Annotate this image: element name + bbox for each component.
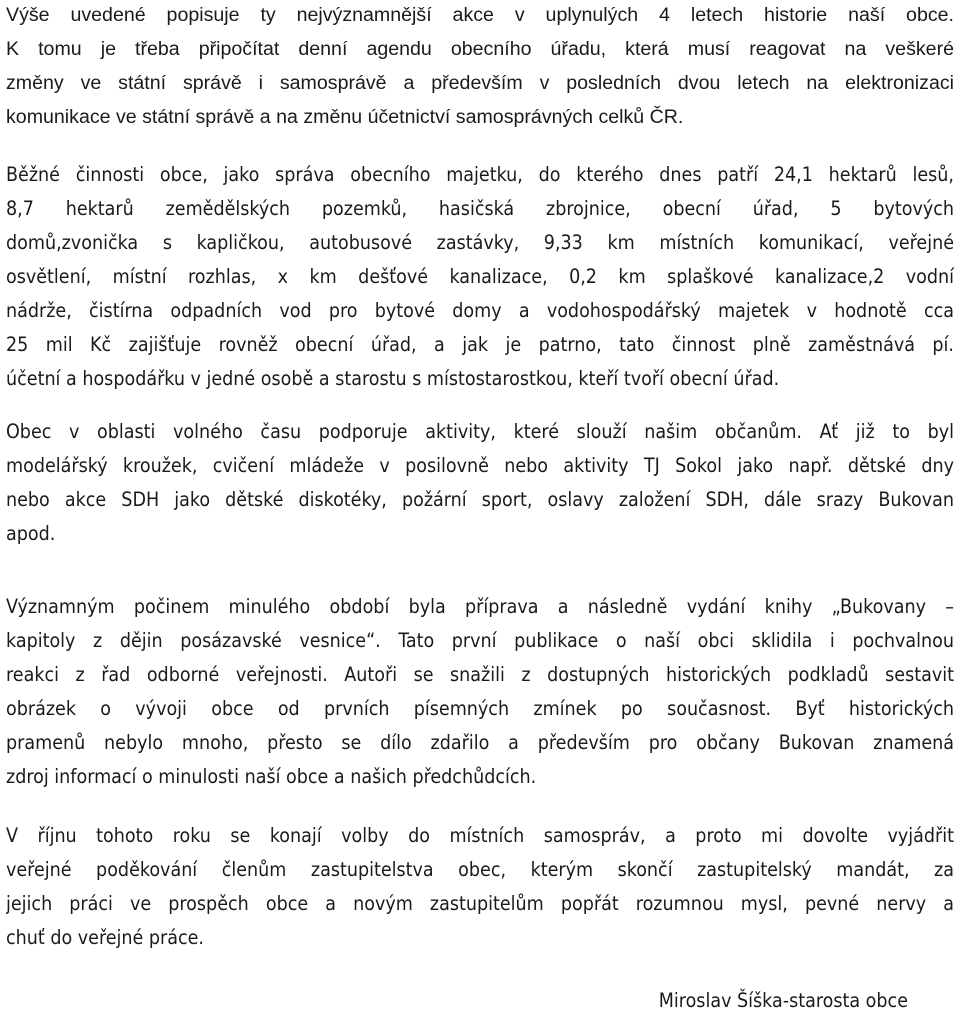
text-line: Významným počinem minulého období byla příprava a následně vydání knihy „Bukovany – [6, 595, 954, 618]
text-line: domů,zvonička s kapličkou, autobusové zastávky, 9,33 km místních komunikací, veřejné [6, 231, 954, 254]
text-line: veřejné poděkování členům zastupitelstva obec, kterým skončí zastupitelský mandát, za [6, 858, 954, 881]
text-line: zdroj informací o minulosti naší obce a našich předchůdcích. [6, 765, 537, 788]
text-line: chuť do veřejné práce. [6, 926, 204, 949]
text-line: modelářský kroužek, cvičení mládeže v posilovně nebo aktivity TJ Sokol jako např. dětské dny [6, 454, 954, 477]
text-line: účetní a hospodářku v jedné osobě a starostu s místostarostkou, kteří tvoří obecní úřad. [6, 367, 780, 390]
text-line: Výše uvedené popisuje ty nejvýznamnější akce v uplynulých 4 letech historie naší obce. [6, 4, 954, 26]
text-line: V říjnu tohoto roku se konají volby do místních samospráv, a proto mi dovolte vyjádřit [6, 824, 954, 847]
text-line: 25 mil Kč zajišťuje rovněž obecní úřad, a jak je patrno, tato činnost plně zaměstnává pí. [6, 333, 954, 356]
text-line: Běžné činnosti obce, jako správa obecního majetku, do kterého dnes patří 24,1 hektarů lesů, [6, 163, 954, 186]
text-line: nebo akce SDH jako dětské diskotéky, požární sport, oslavy založení SDH, dále srazy Bukovan [6, 488, 954, 511]
text-line: 8,7 hektarů zemědělských pozemků, hasičská zbrojnice, obecní úřad, 5 bytových [6, 197, 954, 220]
text-line: jejich práci ve prospěch obce a novým zastupitelům popřát rozumnou mysl, pevné nervy a [6, 892, 954, 915]
text-line: komunikace ve státní správě a na změnu účetnictví samosprávných celků ČR. [6, 106, 684, 128]
text-line: změny ve státní správě i samosprávě a především v posledních dvou letech na elektronizaci [6, 72, 954, 94]
text-line: K tomu je třeba připočítat denní agendu obecního úřadu, která musí reagovat na veškeré [6, 38, 954, 60]
text-line: osvětlení, místní rozhlas, x km dešťové kanalizace, 0,2 km splaškové kanalizace,2 vodní [6, 265, 954, 288]
text-line: Obec v oblasti volného času podporuje aktivity, které slouží našim občanům. Ať již to byl [6, 420, 954, 443]
text-line: nádrže, čistírna odpadních vod pro bytové domy a vodohospodářský majetek v hodnotě cca [6, 299, 954, 322]
signature: Miroslav Šíška-starosta obce [658, 989, 908, 1012]
text-line: kapitoly z dějin posázavské vesnice“. Tato první publikace o naší obci sklidila i pochvalnou [6, 629, 954, 652]
text-line: reakci z řad odborné veřejnosti. Autoři se snažili z dostupných historických podkladů sestavit [6, 663, 954, 686]
text-line: obrázek o vývoji obce od prvních písemných zmínek po současnost. Byť historických [6, 697, 954, 720]
text-line: pramenů nebylo mnoho, přesto se dílo zdařilo a především pro občany Bukovan znamená [6, 731, 954, 754]
text-line: apod. [6, 522, 56, 545]
